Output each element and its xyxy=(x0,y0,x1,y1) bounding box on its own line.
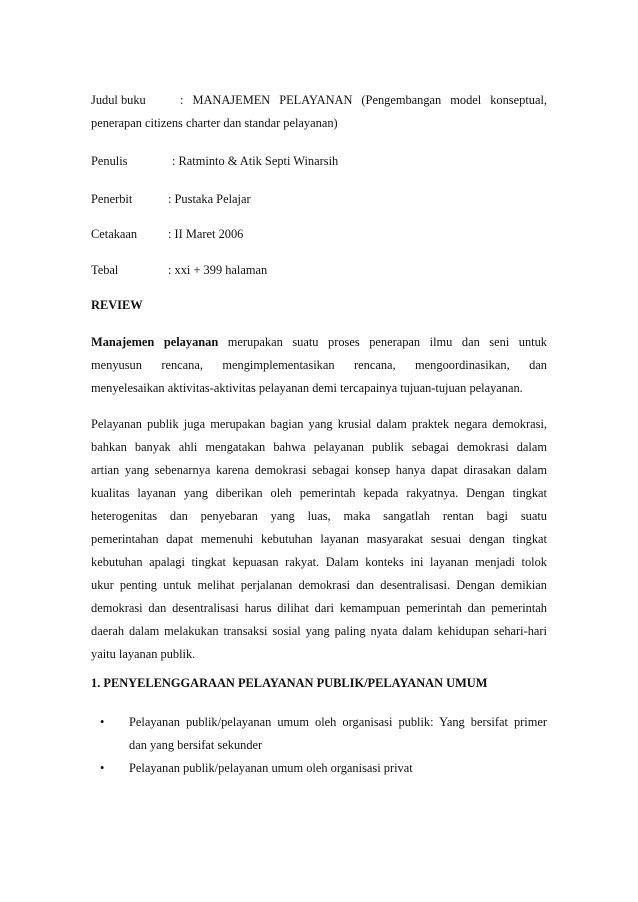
paragraph-2-line: daerah dalam melakukan transaksi sosial yang paling nyata dalam kehidupan sehari-hari xyxy=(91,624,547,638)
paragraph-2-line: ukur penting untuk melihat perjalanan demokrasi dan desentralisasi. Dengan demikian xyxy=(91,578,547,592)
title-value-line2: penerapan citizens charter dan standar pelayanan) xyxy=(91,116,338,130)
paragraph-2-last-line: yaitu layanan publik. xyxy=(91,647,196,661)
paragraph-1-line-3: menyelesaikan aktivitas-aktivitas pelayanan demi tercapainya tujuan-tujuan pelayanan. xyxy=(91,381,523,395)
author-label: Penulis xyxy=(91,154,128,168)
title-value-text: : MANAJEMEN PELAYANAN (Pengembangan model konseptual, xyxy=(180,93,547,107)
paragraph-2-line: Pelayanan publik juga merupakan bagian yang krusial dalam praktek negara demokrasi, xyxy=(91,417,547,431)
bullet-1-text xyxy=(129,714,547,754)
paragraph-1-line-1-text: merupakan suatu proses penerapan ilmu dan seni untuk xyxy=(218,335,547,349)
bullet-1-line-1: Pelayanan publik/pelayanan umum oleh organisasi publik: Yang bersifat primer xyxy=(129,715,547,729)
paragraph-2-line: pemerintahan dapat memenuhi kebutuhan layanan masyarakat sesuai dengan tingkat xyxy=(91,532,547,546)
bullet-1-marker: • xyxy=(100,715,105,729)
edition-value: : II Maret 2006 xyxy=(168,227,244,241)
bullet-2-marker: • xyxy=(100,761,105,775)
paragraph-1-line-1 xyxy=(91,334,547,350)
publisher-label: Penerbit xyxy=(91,192,133,206)
publisher-value: : Pustaka Pelajar xyxy=(168,192,251,206)
author-value: : Ratminto & Atik Septi Winarsih xyxy=(172,154,339,168)
section-1-heading: 1. PENYELENGGARAAN PELAYANAN PUBLIK/PELAYANAN UMUM xyxy=(91,676,488,690)
title-label: Judul buku xyxy=(91,93,146,107)
paragraph-2-line: bahkan banyak ahli mengatakan bahwa pelayanan publik sebagai demokrasi dalam xyxy=(91,440,547,454)
pages-label: Tebal xyxy=(91,263,119,277)
bullet-2-text: Pelayanan publik/pelayanan umum oleh organisasi privat xyxy=(129,761,413,775)
bullet-1-line-2: dan yang bersifat sekunder xyxy=(129,738,263,752)
edition-label: Cetakaan xyxy=(91,227,138,241)
paragraph-2-line: artian yang sebenarnya karena demokrasi sebagai konsep hanya dapat dirasakan dalam xyxy=(91,463,547,477)
paragraph-2-line: heterogenitas dan penyebaran yang luas, maka sangatlah rentan bagi suatu xyxy=(91,509,547,523)
pages-value: : xxi + 399 halaman xyxy=(168,263,268,277)
review-heading: REVIEW xyxy=(91,298,143,312)
paragraph-2-line: kebutuhan apalagi tingkat kepuasan rakyat. Dalam konteks ini layanan menjadi tolok xyxy=(91,555,547,569)
paragraph-2-line: kualitas layanan yang diberikan oleh pemerintah kepada rakyatnya. Dengan tingkat xyxy=(91,486,547,500)
paragraph-1-line-2: menyusun rencana, mengimplementasikan rencana, mengoordinasikan, dan xyxy=(91,358,547,372)
bold-term: Manajemen pelayanan xyxy=(91,335,219,349)
paragraph-2-line: demokrasi dan desentralisasi harus dilihat dari kemampuan pemerintah dan pemerintah xyxy=(91,601,547,615)
title-value-line1 xyxy=(180,92,547,108)
